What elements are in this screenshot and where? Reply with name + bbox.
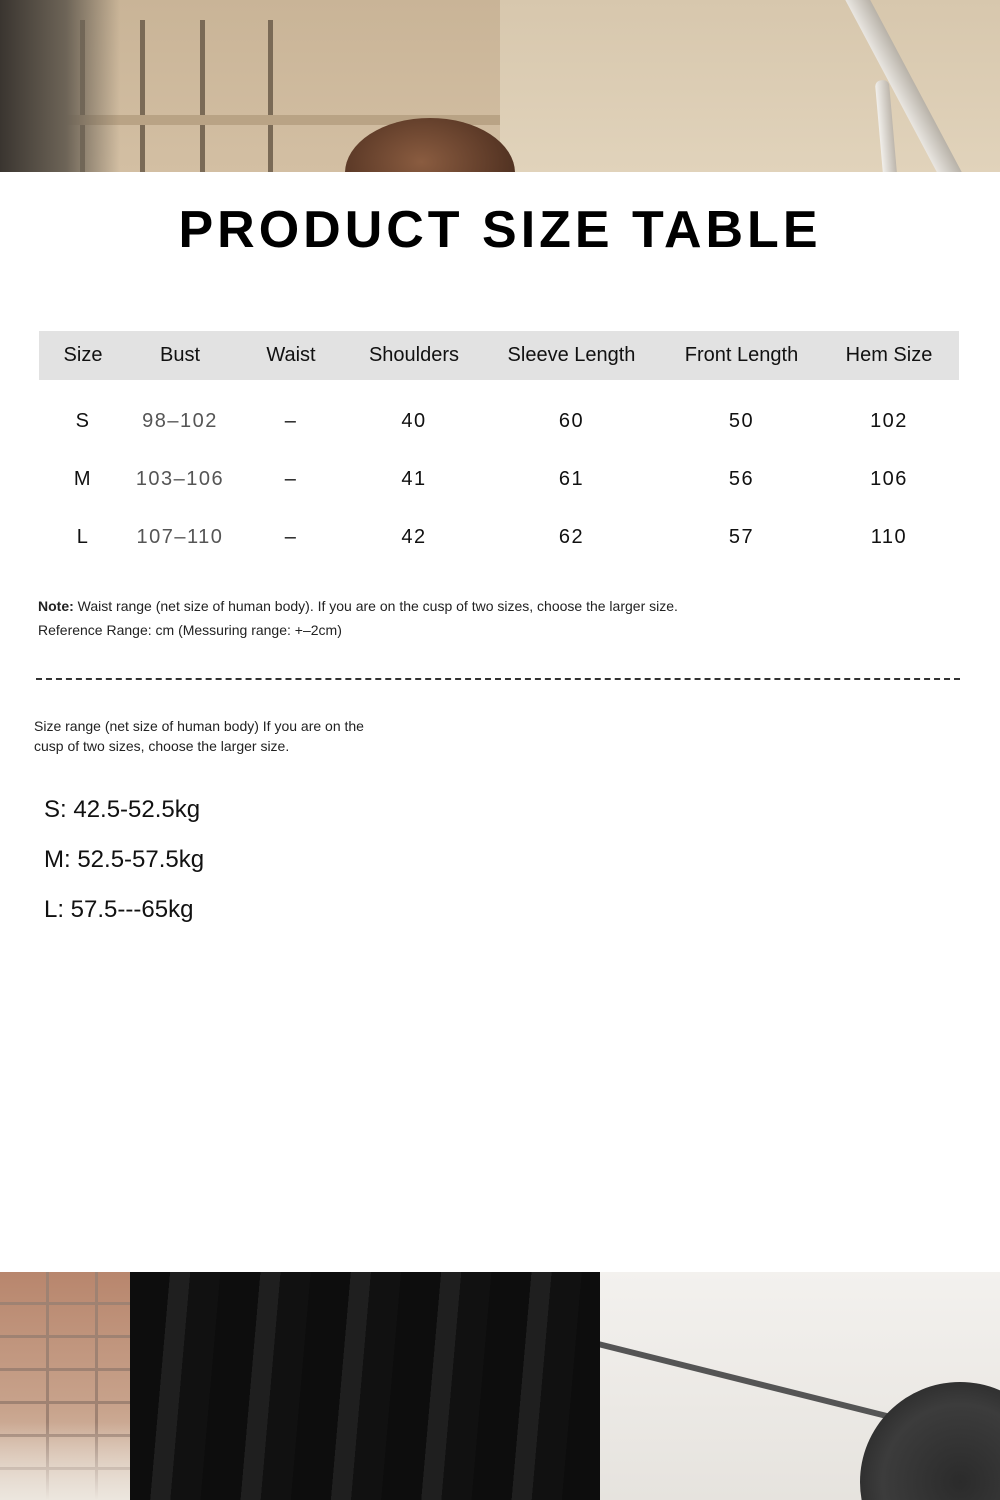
cell-sleeve-length: 62 xyxy=(558,525,585,548)
cell-waist: – xyxy=(284,409,298,432)
weight-list xyxy=(44,785,204,935)
shadow-shape xyxy=(0,0,120,172)
table-row xyxy=(39,508,959,566)
cell-bust: 107–110 xyxy=(136,525,224,548)
cell-size: L xyxy=(76,525,90,548)
cell-hem-size: 102 xyxy=(870,409,908,432)
column-header-bust: Bust xyxy=(127,331,233,380)
cell-shoulders: 41 xyxy=(401,467,427,490)
cell-bust: 103–106 xyxy=(135,467,225,490)
note-line xyxy=(38,594,678,618)
cell-size: S xyxy=(75,409,91,432)
cell-waist: – xyxy=(284,467,298,490)
pillar-groove xyxy=(140,20,145,172)
dress-shape xyxy=(130,1272,600,1500)
page-title: PRODUCT SIZE TABLE xyxy=(178,201,822,259)
cell-front-length: 50 xyxy=(728,409,755,432)
table-row xyxy=(39,450,959,508)
weight-item-l: L: 57.5---65kg xyxy=(44,896,194,923)
table-row xyxy=(39,392,959,450)
weight-intro: Size range (net size of human body) If you are on the cusp of two sizes, choose the larger size. xyxy=(34,718,364,754)
weight-item-s: S: 42.5-52.5kg xyxy=(44,796,201,823)
note-label: Note: xyxy=(38,598,74,614)
column-header-front-length: Front Length xyxy=(664,331,819,380)
column-header-shoulders: Shoulders xyxy=(349,331,479,380)
pillar-groove xyxy=(200,20,205,172)
column-header-waist: Waist xyxy=(233,331,349,380)
bottom-photo xyxy=(0,1272,1000,1500)
column-header-sleeve-length: Sleeve Length xyxy=(479,331,664,380)
reference-range: Reference Range: cm (Messuring range: +–2cm) xyxy=(38,622,342,638)
size-note xyxy=(38,594,678,642)
size-table xyxy=(39,331,959,566)
pillar-groove xyxy=(268,20,273,172)
cell-waist: – xyxy=(284,525,298,548)
cell-shoulders: 40 xyxy=(401,409,427,432)
cell-front-length: 56 xyxy=(728,467,755,490)
cell-sleeve-length: 60 xyxy=(558,409,585,432)
cell-bust: 98–102 xyxy=(142,409,218,432)
cell-front-length: 57 xyxy=(728,525,755,548)
weight-item-m: M: 52.5-57.5kg xyxy=(44,846,205,873)
dashed-divider xyxy=(36,678,960,680)
column-header-hem-size: Hem Size xyxy=(819,331,959,380)
note-text: Waist range (net size of human body). If you are on the cusp of two sizes, choose the larger size. xyxy=(73,598,678,614)
cell-sleeve-length: 61 xyxy=(558,467,585,490)
cell-size: M xyxy=(73,467,93,490)
cell-hem-size: 106 xyxy=(870,467,908,490)
table-header-row xyxy=(39,331,959,380)
top-photo xyxy=(0,0,1000,172)
cell-shoulders: 42 xyxy=(401,525,427,548)
cell-hem-size: 110 xyxy=(870,525,908,548)
column-header-size: Size xyxy=(39,331,127,380)
